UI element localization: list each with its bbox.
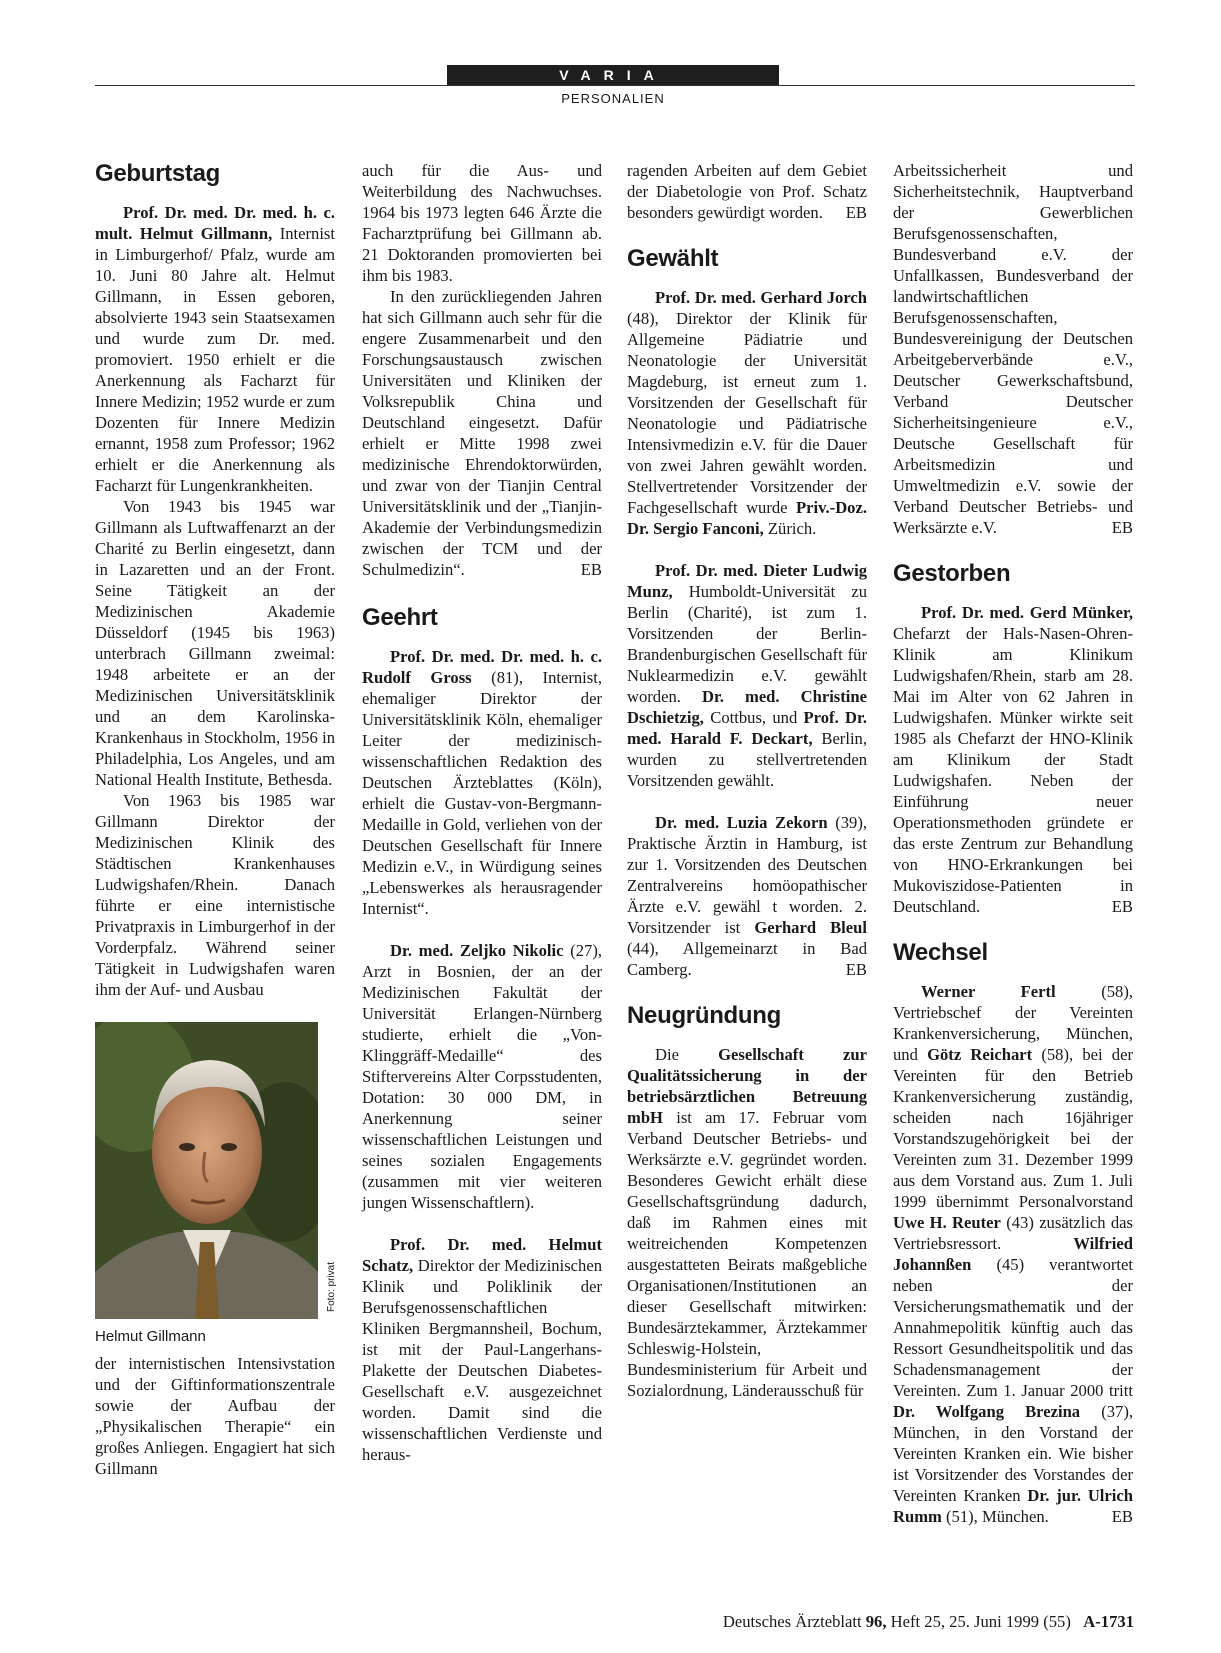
signature: EB — [1111, 1507, 1133, 1526]
journal-issue: Heft 25, 25. Juni 1999 (55) — [886, 1612, 1071, 1631]
column-3 — [627, 160, 867, 1401]
heading-gestorben: Gestorben — [893, 560, 1011, 587]
subsection-label: PERSONALIEN — [561, 91, 665, 106]
paragraph: Prof. Dr. med. Gerd Münker, Chefarzt der Hals-Nasen-Ohren-Klinik am Klinikum Ludwigshafen/Rhein, starb am 28. Mai im Alter von 62 Jahren in Ludwigshafen. Münker wirkte seit 1985 als Chefarzt der HNO-Klinik am Klinikum der Stadt Ludwigshafen. Neben der Einführung neuer Operationsmethoden gründete er das erste Zentrum zur Behandlung von HNO-Erkrankungen bei Mukoviszidose-Patienten in Deutschland. EB — [893, 603, 1133, 916]
heading-geehrt: Geehrt — [362, 604, 438, 631]
column-4 — [893, 160, 1133, 1527]
signature: EB — [580, 560, 602, 579]
paragraph: Arbeitssicherheit und Sicherheitstechnik, Hauptverband der Gewerblichen Berufsgenossenschaften, Bundesverband e.V. der Unfallkassen, Bundesverband der landwirtschaftlichen Berufsgenossenschaften, Bundesvereinigung der Deutschen Arbeitgeberverbände e.V., Deutscher Gewerkschaftsbund, Verband Deutscher Sicherheitsingenieure e.V., Deutsche Gesellschaft für Arbeitsmedizin und Umweltmedizin e.V. sowie der Verband Deutscher Betriebs- und Werksärzte e.V. EB — [893, 161, 1133, 537]
signature: EB — [845, 203, 867, 222]
journal-name: Deutsches Ärzteblatt — [722, 1612, 866, 1631]
paragraph: Von 1963 bis 1985 war Gillmann Direktor der Medizinischen Klinik des Städtischen Krankenhauses Ludwigshafen/Rhein. Danach führte er eine internistische Privatpraxis in Limburgerhof in der Vorderpfalz. Während seiner Tätigkeit in Ludwigshafen waren ihm der Auf- und Ausbau — [95, 791, 335, 999]
portrait-illustration — [95, 1022, 318, 1319]
portrait-photo — [95, 1022, 318, 1319]
paragraph: ragenden Arbeiten auf dem Gebiet der Diabetologie von Prof. Schatz besonders gewürdigt worden. EB — [627, 161, 867, 222]
heading-wechsel: Wechsel — [893, 939, 988, 966]
journal-volume: 96, — [865, 1612, 887, 1631]
portrait-figure — [95, 1022, 335, 1347]
photo-caption: Helmut Gillmann — [95, 1328, 206, 1345]
header-rule — [95, 85, 1135, 86]
paragraph: Prof. Dr. med. Dieter Ludwig Munz, Humboldt-Universität zu Berlin (Charité), ist zum 1. Vorsitzenden der Berlin-Brandenburgischen Gesellschaft für Nuklearmedizin e.V. gewählt worden. Dr. med. Christine Dschietzig, Cottbus, und Prof. Dr. med. Harald F. Deckart, Berlin, wurden zu stellvertretenden Vorsitzenden gewählt. — [627, 561, 867, 790]
column-1 — [95, 160, 335, 1479]
signature: EB — [1111, 518, 1133, 537]
paragraph: Die Gesellschaft zur Qualitätssicherung in der betriebsärztlichen Betreuung mbH ist am 17. Februar vom Verband Deutscher Betriebs- und Werksärzte e.V. gegründet worden. Besonderes Gewicht erhält diese Gesellschaftsgründung dadurch, daß im Rahmen eines mit weitreichenden Kompetenzen ausgestatteten Beirats maßgebliche Organisationen/Institutionen an dieser Gesellschaft mitwirken: Bundesärztekammer, Ärztekammer Schleswig-Holstein, Bundesministerium für Arbeit und Sozialordnung, Länderausschuß für — [627, 1045, 867, 1400]
paragraph: Werner Fertl (58), Vertriebschef der Vereinten Krankenversicherung, München, und Götz Reichart (58), bei der Vereinten für den Betrieb Krankenversicherung zuständig, scheiden nach 16jähriger Vorstandszugehörigkeit bei der Vereinten zum 31. Dezember 1999 aus dem Vorstand aus. Zum 1. Juli 1999 übernimmt Personalvorstand Uwe H. Reuter (43) zusätzlich das Vertriebsressort. Wilfried Johannßen (45) verantwortet neben der Versicherungsmathematik und der Annahmepolitik künftig auch das Ressort Gesundheitspolitik und das Schadensmanagement der Vereinten. Zum 1. Januar 2000 tritt Dr. Wolfgang Brezina (37), München, in den Vorstand der Vereinten Kranken ein. Wie bisher ist Vorsitzender des Vorstandes der Vereinten Kranken Dr. jur. Ulrich Rumm (51), München. EB — [893, 982, 1133, 1526]
paragraph: In den zurückliegenden Jahren hat sich Gillmann auch sehr für die engere Zusammenarbeit und den Forschungsaustausch zwischen Universitäten und Kliniken der Volksrepublik China und Deutschland eingesetzt. Dafür erhielt er Mitte 1998 zwei medizinische Ehrendoktorwürden, und zwar von der Tianjin Central Universitätsklinik und der „Tianjin-Akademie der Verbindungsmedizin zwischen der TCM und der Schulmedizin“. EB — [362, 287, 602, 579]
paragraph: auch für die Aus- und Weiterbildung des Nachwuchses. 1964 bis 1973 legten 646 Ärzte die Facharztprüfung bei Gillmann ab. 21 Doktoranden promovierten bei ihm bis 1983. — [362, 161, 602, 285]
paragraph: Dr. med. Luzia Zekorn (39), Praktische Ärztin in Hamburg, ist zur 1. Vorsitzenden des Deutschen Zentralvereins homöopathischer Ärzte e.V. gewähl t worden. 2. Vorsitzender ist Gerhard Bleul (44), Allgemeinarzt in Bad Camberg. EB — [627, 813, 867, 979]
column-2 — [362, 160, 602, 1465]
paragraph: Dr. med. Zeljko Nikolic (27), Arzt in Bosnien, der an der Medizinischen Fakultät der Universität Erlangen-Nürnberg studierte, erhielt die „Von-Klinggräff-Medaille“ des Stiftervereins Alter Corpsstudenten, Dotation: 30 000 DM, in Anerkennung seiner wissenschaftlichen Leistungen und seines sozialen Engagements (zusammen mit vier weiteren jungen Wissenschaftlern). — [362, 941, 602, 1212]
page-number: A-1731 — [1083, 1612, 1134, 1631]
paragraph: der internistischen Intensivstation und der Giftinformationszentrale sowie der Aufbau der „Physikalischen Therapie“ ein großes Anliegen. Engagiert hat sich Gillmann — [95, 1354, 335, 1478]
paragraph: Von 1943 bis 1945 war Gillmann als Luftwaffenarzt an der Charité zu Berlin eingesetzt, dann in Lazaretten und an der Front. Seine Tätigkeit an der Medizinischen Akademie Düsseldorf (1945 bis 1963) unterbrach Gillmann zweimal: 1948 arbeitete er an der Medizinischen Universitätsklinik und an dem Karolinska-Krankenhaus in Stockholm, 1956 in Philadelphia, Los Angeles, und am National Health Institute, Bethesda. — [95, 497, 335, 789]
photo-credit: Foto: privat — [326, 1261, 337, 1312]
heading-gewaehlt: Gewählt — [627, 245, 719, 272]
heading-geburtstag: Geburtstag — [95, 160, 221, 187]
signature: EB — [845, 960, 867, 979]
paragraph: Prof. Dr. med. Dr. med. h. c. mult. Helmut Gillmann, Internist in Limburgerhof/ Pfalz, wurde am 10. Juni 80 Jahre alt. Helmut Gillmann, in Essen geboren, absolvierte 1943 sein Staatsexamen und wurde zum Dr. med. promoviert. 1950 erhielt er die Anerkennung als Facharzt für Innere Medizin; 1952 wurde er zum Dozenten für Innere Medizin ernannt, 1958 zum Professor; 1962 erhielt er die Anerkennung als Facharzt für Lungenkrankheiten. — [95, 203, 335, 495]
paragraph: Prof. Dr. med. Gerhard Jorch (48), Direktor der Klinik für Allgemeine Pädiatrie und Neonatologie der Universität Magdeburg, ist erneut zum 1. Vorsitzenden der Gesellschaft für Neonatologie und Pädiatrische Intensivmedizin e.V. für die Dauer von zwei Jahren gewählt worden. Stellvertretender Vorsitzender der Fachgesellschaft wurde Priv.-Doz. Dr. Sergio Fanconi, Zürich. — [627, 288, 867, 538]
signature: EB — [1111, 897, 1133, 916]
page-footer — [600, 1612, 1134, 1632]
paragraph: Prof. Dr. med. Dr. med. h. c. Rudolf Gross (81), Internist, ehemaliger Direktor der Universitätsklinik Köln, ehemaliger Leiter der medizinisch-wissenschaftlichen Redaktion des Deutschen Ärzteblattes (Köln), erhielt die Gustav-von-Bergmann-Medaille in Gold, verliehen von der Deutschen Gesellschaft für Innere Medizin e.V., in Würdigung seines „Lebenswerkes als herausragender Internist“. — [362, 647, 602, 918]
heading-neugruendung: Neugründung — [627, 1002, 782, 1029]
paragraph: Prof. Dr. med. Helmut Schatz, Direktor der Medizinischen Klinik und Poliklinik der Berufsgenossenschaftlichen Kliniken Bergmannsheil, Bochum, ist mit der Paul-Langerhans-Plakette der Deutschen Diabetes-Gesellschaft e.V. ausgezeichnet worden. Damit sind die wissenschaftlichen Verdienste und heraus- — [362, 1235, 602, 1464]
section-banner: VARIA — [447, 65, 779, 85]
